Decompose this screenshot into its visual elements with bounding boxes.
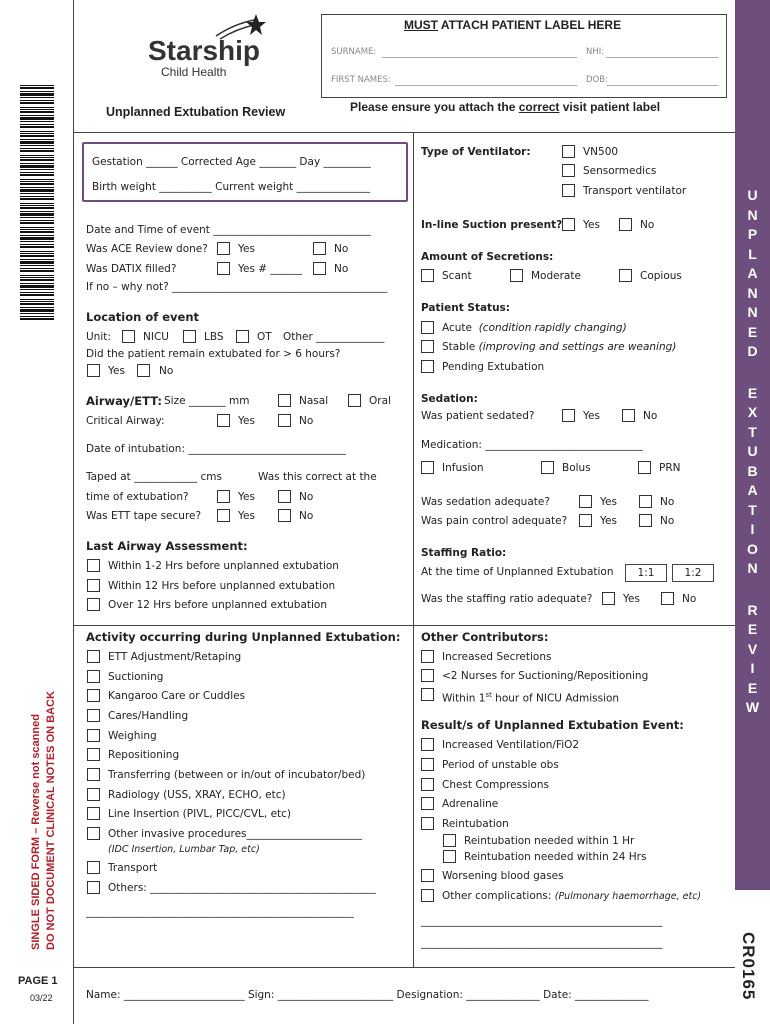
over-12-label: Over 12 Hrs before unplanned extubation bbox=[108, 599, 328, 611]
ventilator-heading: Type of Ventilator: bbox=[421, 146, 531, 158]
transport-checkbox[interactable] bbox=[87, 861, 100, 874]
activity-checkbox[interactable] bbox=[87, 788, 100, 801]
activity-checkbox[interactable] bbox=[87, 768, 100, 781]
copious-checkbox[interactable] bbox=[619, 269, 632, 282]
ace-no-checkbox[interactable] bbox=[313, 242, 326, 255]
correct-no-label: No bbox=[299, 491, 314, 503]
contributors-heading: Other Contributors: bbox=[421, 630, 549, 644]
sidebar-letter: T bbox=[748, 501, 757, 518]
vn500-checkbox[interactable] bbox=[562, 145, 575, 158]
result-label: Increased Ventilation/FiO2 bbox=[442, 739, 580, 751]
datix-no-checkbox[interactable] bbox=[313, 262, 326, 275]
nasal-checkbox[interactable] bbox=[278, 394, 291, 407]
sedated-yes-checkbox[interactable] bbox=[562, 409, 575, 422]
was-correct-question: Was this correct at the bbox=[258, 471, 377, 483]
critical-no-label: No bbox=[299, 415, 314, 427]
single-sided-notice: SINGLE SIDED FORM – Reverse not scanned bbox=[30, 714, 42, 950]
inline-yes-label: Yes bbox=[583, 219, 600, 231]
within-12-label: Within 12 Hrs before unplanned extubation bbox=[108, 580, 336, 592]
other-complications-checkbox[interactable] bbox=[421, 889, 434, 902]
sidebar-letter: E bbox=[747, 679, 758, 696]
increased-secretions-label: Increased Secretions bbox=[442, 651, 552, 663]
ace-review-question: Was ACE Review done? bbox=[86, 243, 208, 255]
inline-suction-question: In-line Suction present? bbox=[421, 219, 563, 231]
increased-secretions-checkbox[interactable] bbox=[421, 650, 434, 663]
result-label: Chest Compressions bbox=[442, 779, 549, 791]
sedation-adequate-question: Was sedation adequate? bbox=[421, 496, 550, 508]
remain-extubated-question: Did the patient remain extubated for > 6 hours? bbox=[86, 348, 341, 360]
activity-checkbox[interactable] bbox=[87, 807, 100, 820]
pending-label: Pending Extubation bbox=[442, 361, 545, 373]
transport-vent-checkbox[interactable] bbox=[562, 184, 575, 197]
nasal-label: Nasal bbox=[299, 395, 329, 407]
secure-no-checkbox[interactable] bbox=[278, 509, 291, 522]
sidebar-letter: I bbox=[750, 521, 755, 537]
sidebar-letter: L bbox=[748, 245, 757, 262]
others-extra-line[interactable]: ___________________________________________________ bbox=[86, 906, 354, 918]
if-no-why-not[interactable]: If no – why not? _________________________________________ bbox=[86, 281, 388, 293]
oral-checkbox[interactable] bbox=[348, 394, 361, 407]
activity-label: Repositioning bbox=[108, 749, 180, 761]
medication-line[interactable]: Medication: ______________________________ bbox=[421, 439, 643, 451]
sidebar-letter: X bbox=[747, 404, 758, 420]
activity-label: Transferring (between or in/out of incubator/bed) bbox=[108, 769, 366, 781]
page-number: PAGE 1 bbox=[18, 975, 58, 987]
sidebar-letter: B bbox=[747, 462, 758, 479]
datix-no-label: No bbox=[334, 263, 349, 275]
activity-checkbox[interactable] bbox=[87, 709, 100, 722]
ett-size[interactable]: Size _______ mm bbox=[164, 395, 250, 407]
inline-no-checkbox[interactable] bbox=[619, 218, 632, 231]
ace-yes-label: Yes bbox=[238, 243, 255, 255]
time-of-extubation-question: time of extubation? bbox=[86, 491, 189, 503]
activity-label: Line Insertion (PIVL, PICC/CVL, etc) bbox=[108, 808, 292, 820]
starship-logo bbox=[140, 12, 270, 82]
invasive-note: (IDC Insertion, Lumbar Tap, etc) bbox=[108, 844, 260, 855]
result-checkbox[interactable] bbox=[421, 738, 434, 751]
bolus-checkbox[interactable] bbox=[541, 461, 554, 474]
no-clinical-notes-notice: DO NOT DOCUMENT CLINICAL NOTES ON BACK bbox=[45, 691, 57, 950]
moderate-label: Moderate bbox=[531, 270, 581, 282]
sidebar-letter: V bbox=[747, 640, 758, 657]
stable-checkbox[interactable] bbox=[421, 340, 434, 353]
oral-label: Oral bbox=[369, 395, 391, 407]
acute-label: Acute (condition rapidly changing) bbox=[442, 322, 627, 334]
nicu-checkbox[interactable] bbox=[122, 330, 135, 343]
sensormedics-label: Sensormedics bbox=[583, 165, 657, 177]
pain-adequate-yes-checkbox[interactable] bbox=[579, 514, 592, 527]
reint-1hr-label: Reintubation needed within 1 Hr bbox=[464, 835, 635, 847]
sidebar-letter: N bbox=[747, 284, 758, 301]
activity-heading: Activity occurring during Unplanned Extubation: bbox=[86, 630, 401, 644]
activity-checkbox[interactable] bbox=[87, 748, 100, 761]
sidebar-letter: R bbox=[747, 601, 758, 618]
activity-checkbox[interactable] bbox=[87, 729, 100, 742]
nicu-label: NICU bbox=[143, 331, 169, 343]
sidebar-letter: E bbox=[747, 384, 758, 401]
secretions-heading: Amount of Secretions: bbox=[421, 251, 554, 263]
activity-label[interactable]: Other invasive procedures______________________ bbox=[108, 828, 363, 840]
location-heading: Location of event bbox=[86, 310, 200, 324]
vn500-label: VN500 bbox=[583, 146, 619, 158]
sidebar-letter: T bbox=[748, 423, 757, 440]
within-first-hour-checkbox[interactable] bbox=[421, 688, 434, 701]
result-checkbox[interactable] bbox=[421, 758, 434, 771]
patient-label-title: MUST ATTACH PATIENT LABEL HERE bbox=[404, 18, 622, 32]
results-heading: Result/s of Unplanned Extubation Event: bbox=[421, 718, 684, 732]
other-complications-label: Other complications: (Pulmonary haemorrhage, etc) bbox=[442, 890, 702, 902]
pain-adequate-yes-label: Yes bbox=[600, 515, 617, 527]
sidebar-letter: O bbox=[747, 540, 758, 557]
critical-yes-checkbox[interactable] bbox=[217, 414, 230, 427]
scant-label: Scant bbox=[442, 270, 472, 282]
result-label: Period of unstable obs bbox=[442, 759, 559, 771]
ot-checkbox[interactable] bbox=[236, 330, 249, 343]
pain-adequate-no-label: No bbox=[660, 515, 675, 527]
infusion-label: Infusion bbox=[442, 462, 484, 474]
sidebar-letter: A bbox=[747, 482, 758, 498]
sedated-question: Was patient sedated? bbox=[421, 410, 535, 422]
result-checkbox[interactable] bbox=[421, 778, 434, 791]
first-names-label: FIRST NAMES: bbox=[331, 75, 391, 85]
sidebar-letter: W bbox=[745, 699, 760, 715]
datix-yes-checkbox[interactable] bbox=[217, 262, 230, 275]
staff-no-label: No bbox=[682, 593, 697, 605]
sidebar-letter: D bbox=[747, 343, 758, 359]
at-time-label: At the time of Unplanned Extubation bbox=[421, 566, 614, 578]
ratio-1-1-option[interactable]: 1:1 bbox=[625, 564, 667, 582]
remain-yes-checkbox[interactable] bbox=[87, 364, 100, 377]
sidebar-letter: E bbox=[747, 621, 758, 637]
activity-checkbox[interactable] bbox=[87, 670, 100, 683]
activity-label: ETT Adjustment/Retaping bbox=[108, 651, 242, 663]
sedated-no-label: No bbox=[643, 410, 658, 422]
within-1-2-label: Within 1-2 Hrs before unplanned extubation bbox=[108, 560, 339, 572]
sed-adequate-yes-label: Yes bbox=[600, 496, 617, 508]
reint-24hr-checkbox[interactable] bbox=[443, 850, 456, 863]
date-time-event[interactable]: Date and Time of event ______________________________ bbox=[86, 224, 371, 236]
over-12-checkbox[interactable] bbox=[87, 598, 100, 611]
sidebar-letter: E bbox=[747, 323, 758, 340]
remain-yes-label: Yes bbox=[108, 365, 125, 377]
form-title-sidebar bbox=[735, 0, 770, 890]
within-1-2-checkbox[interactable] bbox=[87, 559, 100, 572]
signature-line[interactable]: Name: _______________________ Sign: ______________________ Designation: ______________ Date: ______________ bbox=[86, 989, 649, 1001]
worsening-gases-checkbox[interactable] bbox=[421, 869, 434, 882]
scant-checkbox[interactable] bbox=[421, 269, 434, 282]
infusion-checkbox[interactable] bbox=[421, 461, 434, 474]
moderate-checkbox[interactable] bbox=[510, 269, 523, 282]
ett-secure-question: Was ETT tape secure? bbox=[86, 510, 202, 522]
staff-no-checkbox[interactable] bbox=[661, 592, 674, 605]
sensormedics-checkbox[interactable] bbox=[562, 164, 575, 177]
result-label: Adrenaline bbox=[442, 798, 499, 810]
datix-question: Was DATIX filled? bbox=[86, 263, 177, 275]
activity-checkbox[interactable] bbox=[87, 827, 100, 840]
sed-adequate-yes-checkbox[interactable] bbox=[579, 495, 592, 508]
sidebar-letter: P bbox=[747, 226, 758, 242]
brand-name: Starship bbox=[148, 35, 261, 66]
form-date: 03/22 bbox=[30, 993, 53, 1003]
activity-label: Cares/Handling bbox=[108, 710, 189, 722]
staff-yes-checkbox[interactable] bbox=[602, 592, 615, 605]
form-code: CR0165 bbox=[739, 932, 758, 1001]
sidebar-letter: I bbox=[750, 660, 755, 676]
bolus-label: Bolus bbox=[562, 462, 591, 474]
transport-vent-label: Transport ventilator bbox=[583, 185, 687, 197]
dob-label: DOB: bbox=[586, 75, 608, 85]
nhi-label: NHI: bbox=[586, 47, 605, 57]
sedated-no-checkbox[interactable] bbox=[622, 409, 635, 422]
staff-yes-label: Yes bbox=[623, 593, 640, 605]
others-checkbox[interactable] bbox=[87, 881, 100, 894]
sidebar-letter: N bbox=[747, 560, 758, 576]
secure-yes-checkbox[interactable] bbox=[217, 509, 230, 522]
reint-24hr-label: Reintubation needed within 24 Hrs bbox=[464, 851, 647, 863]
gestation-line: Gestation ______ Corrected Age _______ Day _________ bbox=[92, 156, 371, 168]
lbs-checkbox[interactable] bbox=[183, 330, 196, 343]
other-unit-label[interactable]: Other _____________ bbox=[283, 331, 385, 343]
inline-no-label: No bbox=[640, 219, 655, 231]
critical-yes-label: Yes bbox=[238, 415, 255, 427]
pending-checkbox[interactable] bbox=[421, 360, 434, 373]
sed-adequate-no-label: No bbox=[660, 496, 675, 508]
surname-label: SURNAME: bbox=[331, 47, 377, 57]
birth-weight-line: Birth weight __________ Current weight ______________ bbox=[92, 181, 371, 193]
within-12-checkbox[interactable] bbox=[87, 579, 100, 592]
correct-yes-checkbox[interactable] bbox=[217, 490, 230, 503]
activity-checkbox[interactable] bbox=[87, 650, 100, 663]
ace-no-label: No bbox=[334, 243, 349, 255]
complications-line-2[interactable]: ______________________________________________ bbox=[421, 937, 663, 949]
prn-checkbox[interactable] bbox=[638, 461, 651, 474]
patient-status-heading: Patient Status: bbox=[421, 302, 510, 314]
worsening-gases-label: Worsening blood gases bbox=[442, 870, 564, 882]
prn-label: PRN bbox=[659, 462, 681, 474]
result-checkbox[interactable] bbox=[421, 797, 434, 810]
pain-adequate-question: Was pain control adequate? bbox=[421, 515, 568, 527]
two-nurses-checkbox[interactable] bbox=[421, 669, 434, 682]
remain-no-label: No bbox=[159, 365, 174, 377]
correct-yes-label: Yes bbox=[238, 491, 255, 503]
lbs-label: LBS bbox=[204, 331, 224, 343]
others-label[interactable]: Others: ___________________________________________ bbox=[108, 882, 376, 894]
copious-label: Copious bbox=[640, 270, 682, 282]
activity-label: Radiology (USS, XRAY, ECHO, etc) bbox=[108, 789, 286, 801]
ensure-label-notice: Please ensure you attach the correct visit patient label bbox=[350, 100, 661, 114]
reint-1hr-checkbox[interactable] bbox=[443, 834, 456, 847]
result-checkbox[interactable] bbox=[421, 817, 434, 830]
taped-at[interactable]: Taped at ____________ cms bbox=[86, 471, 222, 483]
two-nurses-label: <2 Nurses for Suctioning/Repositioning bbox=[442, 670, 649, 682]
activity-label: Weighing bbox=[108, 730, 157, 742]
ratio-1-2-option[interactable]: 1:2 bbox=[672, 564, 714, 582]
critical-no-checkbox[interactable] bbox=[278, 414, 291, 427]
inline-yes-checkbox[interactable] bbox=[562, 218, 575, 231]
form-title: Unplanned Extubation Review bbox=[106, 105, 286, 119]
datix-yes-label: Yes # ______ bbox=[238, 263, 302, 275]
activity-label: Suctioning bbox=[108, 671, 164, 683]
secure-yes-label: Yes bbox=[238, 510, 255, 522]
sed-adequate-no-checkbox[interactable] bbox=[639, 495, 652, 508]
unit-label: Unit: bbox=[86, 331, 111, 343]
pain-adequate-no-checkbox[interactable] bbox=[639, 514, 652, 527]
stable-label: Stable (improving and settings are weaning) bbox=[442, 341, 677, 353]
result-label: Reintubation bbox=[442, 818, 509, 830]
sidebar-letter: U bbox=[747, 443, 758, 459]
ace-yes-checkbox[interactable] bbox=[217, 242, 230, 255]
critical-airway-question: Critical Airway: bbox=[86, 415, 165, 427]
complications-line-1[interactable]: ______________________________________________ bbox=[421, 915, 663, 927]
sidebar-letter: A bbox=[747, 265, 758, 281]
staff-adequate-question: Was the staffing ratio adequate? bbox=[421, 593, 593, 605]
activity-label: Kangaroo Care or Cuddles bbox=[108, 690, 246, 702]
ot-label: OT bbox=[257, 331, 272, 343]
last-airway-heading: Last Airway Assessment: bbox=[86, 539, 248, 553]
sidebar-letter: U bbox=[747, 187, 758, 203]
brand-subtitle: Child Health bbox=[161, 65, 227, 79]
correct-no-checkbox[interactable] bbox=[278, 490, 291, 503]
activity-checkbox[interactable] bbox=[87, 689, 100, 702]
barcode bbox=[20, 85, 56, 325]
sedated-yes-label: Yes bbox=[583, 410, 600, 422]
airway-heading: Airway/ETT: bbox=[86, 394, 163, 408]
remain-no-checkbox[interactable] bbox=[137, 364, 150, 377]
sidebar-letter: N bbox=[747, 206, 758, 223]
acute-checkbox[interactable] bbox=[421, 321, 434, 334]
staffing-heading: Staffing Ratio: bbox=[421, 547, 507, 559]
date-of-intubation[interactable]: Date of intubation: ______________________________ bbox=[86, 443, 346, 455]
secure-no-label: No bbox=[299, 510, 314, 522]
sidebar-letter: N bbox=[747, 304, 758, 320]
sedation-heading: Sedation: bbox=[421, 393, 478, 405]
within-first-hour-label: Within 1st hour of NICU Admission bbox=[442, 691, 620, 705]
transport-label: Transport bbox=[108, 862, 158, 874]
